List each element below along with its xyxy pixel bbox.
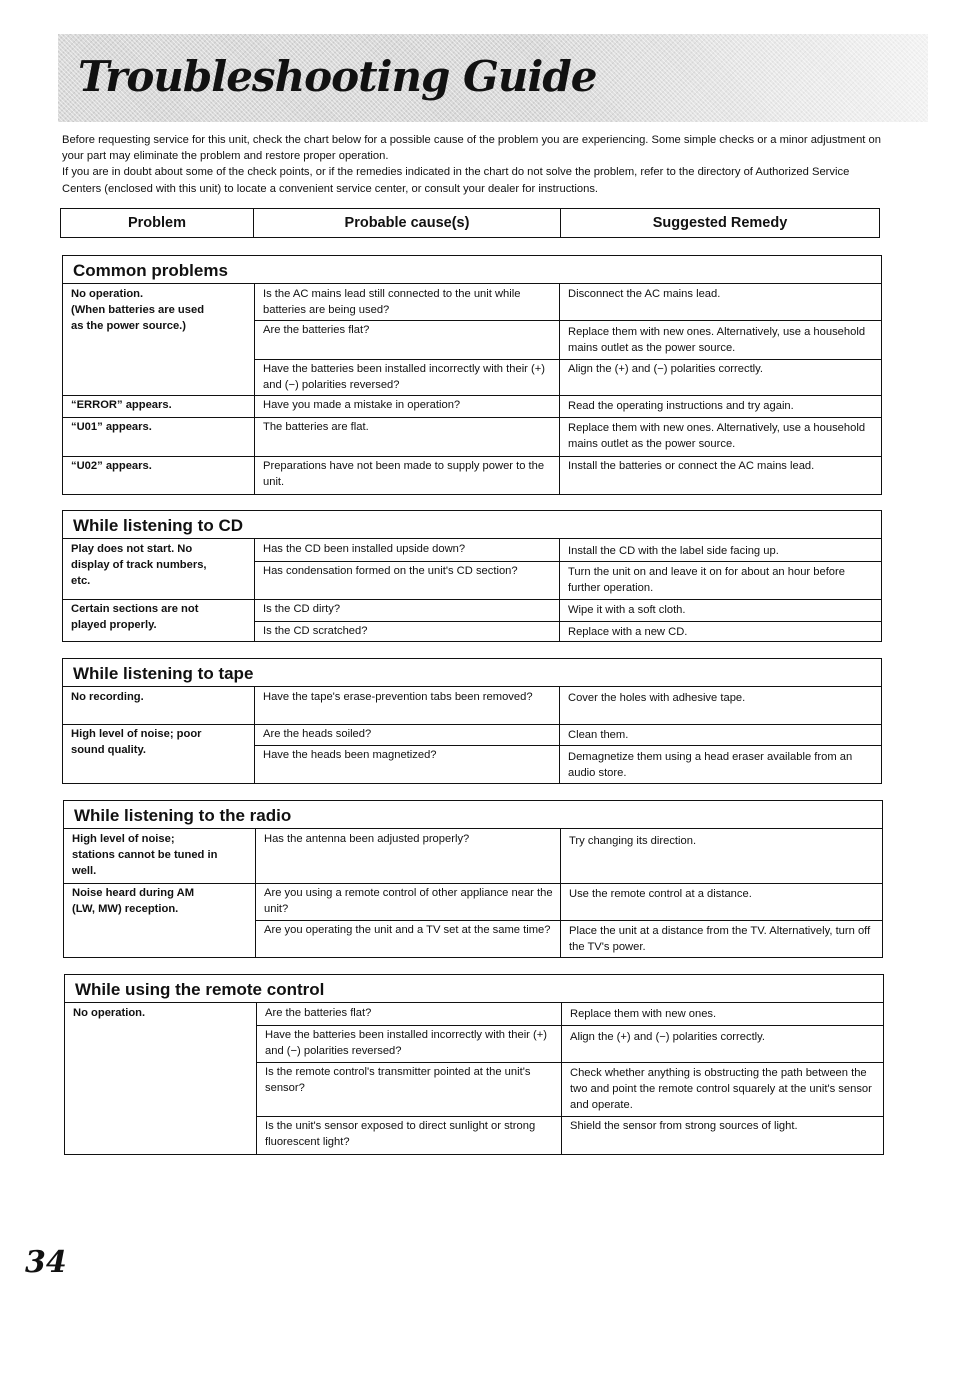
cause-cell: Have the tape's erase-prevention tabs been removed? (263, 691, 533, 703)
cause-cell: The batteries are flat. (263, 421, 369, 433)
cause-cell: Have the batteries been installed incorrectly with their (+) and (−) polarities reversed? (265, 1029, 547, 1057)
cause-cell: Are the batteries flat? (265, 1007, 372, 1019)
section-grid (65, 1003, 883, 1154)
cause-cell: Has the antenna been adjusted properly? (264, 833, 470, 845)
page-number: 34 (25, 1245, 67, 1280)
remedy-cell: Replace them with new ones. Alternatively, use a household mains outlet as the power source. (568, 422, 866, 450)
cause-cell: Has condensation formed on the unit's CD section? (263, 565, 518, 577)
column-header-problem: Problem (127, 215, 186, 231)
remedy-cell: Replace with a new CD. (568, 626, 688, 638)
problem-label: Noise heard during AM (LW, MW) reception. (72, 887, 195, 915)
cause-cell: Have the heads been magnetized? (263, 749, 437, 761)
section-title: While using the remote control (65, 975, 883, 1003)
section-tape (62, 658, 882, 784)
remedy-cell: Align the (+) and (−) polarities correctly. (568, 363, 764, 375)
section-grid (63, 687, 881, 783)
remedy-cell: Try changing its direction. (569, 835, 697, 847)
remedy-cell: Read the operating instructions and try again. (568, 400, 794, 412)
problem-label: Play does not start. No display of track numbers, etc. (71, 543, 207, 587)
remedy-cell: Demagnetize them using a head eraser available from an audio store. (568, 751, 853, 779)
problem-label: “U02” appears. (71, 460, 152, 472)
problem-label: No operation. (73, 1007, 146, 1019)
section-title: While listening to tape (63, 659, 881, 687)
page-title: Troubleshooting Guide (78, 52, 597, 101)
problem-label: No operation. (When batteries are used as the power source.) (71, 288, 205, 332)
section-grid (63, 539, 881, 641)
cause-cell: Is the remote control's transmitter pointed at the unit's sensor? (265, 1066, 531, 1094)
intro-paragraph: If you are in doubt about some of the check points, or if the remedies indicated in the chart do not solve the problem, refer to the directory of Authorized Service Centers (enclosed with this unit) to locate a convenient service center, or consult your dealer for instructions. (62, 166, 850, 195)
intro-paragraph: Before requesting service for this unit, check the chart below for a possible cause of the problem you are experiencing. Some simple checks or a minor adjustment on your part may eliminate the problem and restore proper operation. (62, 134, 881, 163)
problem-label: High level of noise; poor sound quality. (71, 728, 202, 756)
section-title: While listening to the radio (64, 801, 882, 829)
cause-cell: Have the batteries been installed incorrectly with their (+) and (−) polarities reversed? (263, 363, 545, 391)
problem-label: Certain sections are not played properly. (71, 603, 199, 631)
remedy-cell: Use the remote control at a distance. (569, 888, 752, 900)
cause-cell: Have you made a mistake in operation? (263, 399, 461, 411)
problem-label: High level of noise; stations cannot be tuned in well. (72, 833, 218, 877)
remedy-cell: Check whether anything is obstructing the path between the two and point the remote control squarely at the unit's sensor and operate. (570, 1067, 872, 1111)
section-cd (62, 510, 882, 642)
section-remote-control (64, 974, 884, 1155)
problem-label: “ERROR” appears. (71, 399, 172, 411)
column-header-remedy: Suggested Remedy (560, 209, 879, 237)
remedy-cell: Install the CD with the label side facing up. (568, 545, 779, 557)
remedy-cell: Turn the unit on and leave it on for about an hour before further operation. (568, 566, 845, 594)
remedy-cell: Install the batteries or connect the AC mains lead. (568, 460, 815, 472)
remedy-cell: Align the (+) and (−) polarities correctly. (570, 1031, 766, 1043)
section-grid (64, 829, 882, 957)
cause-cell: Are you operating the unit and a TV set at the same time? (264, 924, 551, 936)
cause-cell: Are the heads soiled? (263, 728, 372, 740)
column-header-row (60, 208, 880, 238)
section-title: Common problems (63, 256, 881, 284)
section-grid (63, 284, 881, 494)
cause-cell: Is the CD dirty? (263, 603, 341, 615)
section-radio (63, 800, 883, 958)
cause-cell: Preparations have not been made to supply power to the unit. (263, 460, 545, 488)
remedy-cell: Cover the holes with adhesive tape. (568, 692, 746, 704)
section-common-problems (62, 255, 882, 495)
remedy-cell: Replace them with new ones. Alternatively, use a household mains outlet as the power source. (568, 326, 866, 354)
remedy-cell: Place the unit at a distance from the TV. Alternatively, turn off the TV's power. (569, 925, 871, 953)
intro-text (62, 132, 884, 197)
remedy-cell: Clean them. (568, 729, 629, 741)
cause-cell: Is the AC mains lead still connected to the unit while batteries are being used? (263, 288, 521, 316)
column-header-cause: Probable cause(s) (253, 209, 560, 237)
remedy-cell: Replace them with new ones. (570, 1008, 717, 1020)
remedy-cell: Disconnect the AC mains lead. (568, 288, 721, 300)
cause-cell: Is the unit's sensor exposed to direct sunlight or strong fluorescent light? (265, 1120, 536, 1148)
problem-label: “U01” appears. (71, 421, 152, 433)
section-title: While listening to CD (63, 511, 881, 539)
cause-cell: Are the batteries flat? (263, 324, 370, 336)
cause-cell: Has the CD been installed upside down? (263, 543, 466, 555)
cause-cell: Is the CD scratched? (263, 625, 368, 637)
remedy-cell: Shield the sensor from strong sources of light. (570, 1120, 798, 1132)
remedy-cell: Wipe it with a soft cloth. (568, 604, 686, 616)
cause-cell: Are you using a remote control of other appliance near the unit? (264, 887, 553, 915)
problem-label: No recording. (71, 691, 144, 703)
